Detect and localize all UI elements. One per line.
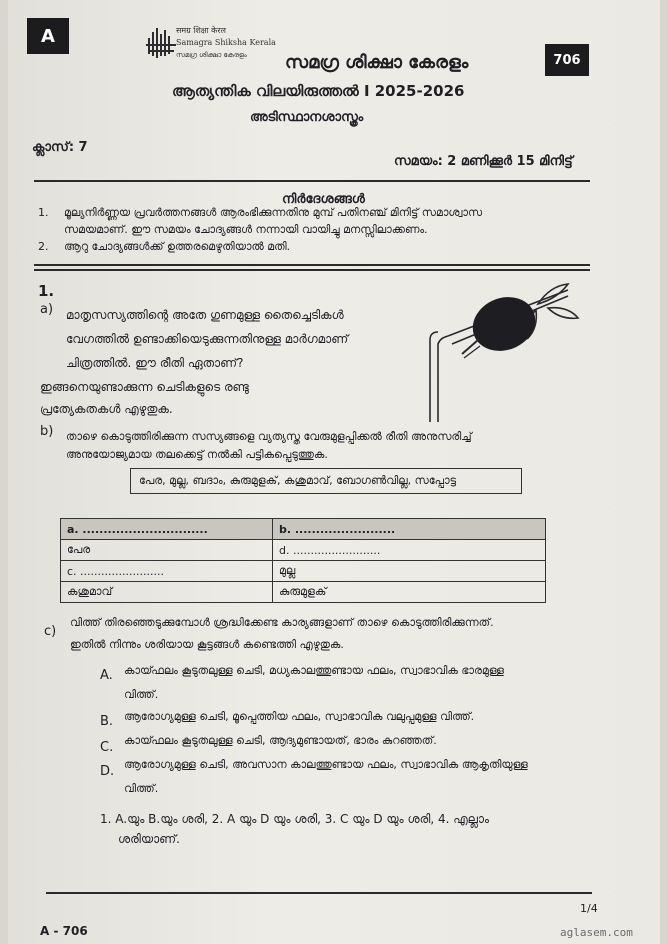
class-label: ക്ലാസ്: 7 bbox=[32, 140, 88, 155]
table-row bbox=[61, 582, 546, 603]
option-d-line1: ആരോഗ്യമുള്ള ചെടി, അവസാന കാലത്തുണ്ടായ ഫലം, സ്വാഭാവിക ആകൃതിയുള്ള bbox=[124, 758, 528, 771]
table-cell: കുരുമുളക് bbox=[273, 582, 546, 603]
question-code-badge: 706 bbox=[545, 44, 589, 76]
q1b-line1: താഴെ കൊടുത്തിരിക്കുന്ന സസ്യങ്ങളെ വ്യത്യസ്ത വേരുമുളപ്പിക്കൽ രീതി അനുസരിച്ച് bbox=[66, 430, 472, 443]
logo-mark-icon bbox=[146, 24, 178, 64]
option-d-letter: D. bbox=[100, 764, 115, 779]
option-c-line1: കായ്ഫലം കൂടുതലുള്ള ചെടി, ആദ്യമുണ്ടായത്, ഭാരം കുറഞ്ഞത്. bbox=[124, 734, 437, 747]
table-cell: പേര bbox=[61, 540, 273, 561]
option-a-letter: A. bbox=[100, 668, 113, 683]
instruction-1-line2: സമയമാണ്. ഈ സമയം ചോദ്യങ്ങൾ നന്നായി വായിച്ചു മനസ്സിലാക്കണം. bbox=[64, 223, 428, 236]
exam-title: ആത്യന്തിക വിലയിരുത്തൽ I 2025-2026 bbox=[172, 82, 465, 100]
q1a-sub-line2: പ്രത്യേകതകൾ എഴുതുക. bbox=[40, 402, 173, 416]
instructions-heading: നിർദേശങ്ങൾ bbox=[282, 192, 365, 207]
q1a-label: a) bbox=[40, 302, 54, 317]
instructions-divider-bottom bbox=[34, 269, 590, 271]
instruction-2-number: 2. bbox=[38, 240, 49, 253]
table-cell: മുല്ല bbox=[273, 561, 546, 582]
option-a-line1: കായ്ഫലം കൂടുതലുള്ള ചെടി, മധ്യകാലത്തുണ്ടായ ഫലം, സ്വാഭാവിക ഭാരമുള്ള bbox=[124, 664, 504, 677]
table-cell: d. ......................... bbox=[273, 540, 546, 561]
header-divider bbox=[34, 180, 590, 182]
option-c-letter: C. bbox=[100, 740, 114, 755]
table-cell: കശുമാവ് bbox=[61, 582, 273, 603]
footer-divider bbox=[46, 892, 592, 894]
instruction-2-line1: ആറു ചോദ്യങ്ങൾക്ക് ഉത്തരമെഴുതിയാൽ മതി. bbox=[64, 240, 291, 253]
answer-choices-line2: ശരിയാണ്. bbox=[118, 832, 180, 846]
q1c-line2: ഇതിൽ നിന്നും ശരിയായ കൂട്ടങ്ങൾ കണ്ടെത്തി എഴുതുക. bbox=[70, 638, 344, 651]
instructions-divider-top bbox=[34, 264, 590, 266]
option-d-line2: വിത്ത്. bbox=[124, 782, 159, 795]
q1a-line3: ചിത്രത്തിൽ. ഈ രീതി ഏതാണ്? bbox=[66, 356, 244, 370]
plant-list-box: പേര, മുല്ല, ബദാം, കുരുമുളക്, കശുമാവ്, ബോഗൺവില്ല, സപ്പോട്ട bbox=[130, 468, 522, 494]
option-a-line2: വിത്ത്. bbox=[124, 688, 159, 701]
instruction-1-number: 1. bbox=[38, 206, 49, 219]
table-row bbox=[61, 561, 546, 582]
watermark: aglasem.com bbox=[560, 926, 633, 939]
logo-text-malayalam: സമഗ്ര ശിക്ഷാ കേരളം bbox=[176, 51, 247, 59]
option-b-letter: B. bbox=[100, 714, 114, 729]
q1c-line1: വിത്ത് തിരഞ്ഞെടുക്കുമ്പോൾ ശ്രദ്ധിക്കേണ്ട കാര്യങ്ങളാണ് താഴെ കൊടുത്തിരിക്കുന്നത്. bbox=[70, 616, 494, 629]
org-name: സമഗ്ര ശിക്ഷാ കേരളം bbox=[285, 52, 469, 73]
q1b-label: b) bbox=[40, 424, 54, 439]
air-layering-illustration-icon bbox=[418, 282, 588, 422]
q1a-sub-line1: ഇങ്ങനെയുണ്ടാക്കുന്ന ചെടികളുടെ രണ്ടു bbox=[40, 380, 249, 394]
classification-table bbox=[60, 518, 546, 603]
q1b-line2: അനുയോജ്യമായ തലക്കെട്ട് നൽകി പട്ടികപ്പെടുത്തുക. bbox=[66, 448, 328, 461]
page-number: 1/4 bbox=[580, 902, 598, 915]
q1c-label: c) bbox=[44, 624, 57, 639]
table-cell: a. .............................. bbox=[61, 519, 273, 540]
question-1-number: 1. bbox=[38, 282, 55, 300]
subject-title: അടിസ്ഥാനശാസ്ത്രം bbox=[250, 110, 364, 125]
table-cell: b. ........................ bbox=[273, 519, 546, 540]
q1a-line2: വേഗത്തിൽ ഉണ്ടാക്കിയെടുക്കുന്നതിനുള്ള മാർഗമാണ് bbox=[66, 332, 349, 346]
footer-code: A - 706 bbox=[40, 924, 88, 938]
table-row bbox=[61, 540, 546, 561]
set-code-badge: A bbox=[27, 18, 69, 54]
instruction-1-line1: മൂല്യനിർണ്ണയ പ്രവർത്തനങ്ങൾ ആരംഭിക്കുന്നതിനു മുമ്പ് പതിനഞ്ച് മിനിട്ട് സമാശ്വാസ bbox=[64, 206, 483, 219]
answer-choices-line1: 1. A.യും B.യും ശരി, 2. A യും D യും ശരി, 3. C യും D യും ശരി, 4. എല്ലാം bbox=[100, 812, 490, 826]
table-cell: c. ........................ bbox=[61, 561, 273, 582]
logo-text-english: Samagra Shiksha Kerala bbox=[176, 38, 276, 47]
q1a-line1: മാതൃസസ്യത്തിന്റെ അതേ ഗുണമുള്ള തൈച്ചെടികൾ bbox=[66, 308, 344, 322]
time-label: സമയം: 2 മണിക്കൂർ 15 മിനിട്ട് bbox=[394, 154, 573, 169]
logo-text-hindi: समग्र शिक्षा केरल bbox=[176, 26, 226, 35]
table-row bbox=[61, 519, 546, 540]
option-b-line1: ആരോഗ്യമുള്ള ചെടി, മൂപ്പെത്തിയ ഫലം, സ്വാഭാവിക വലുപ്പമുള്ള വിത്ത്. bbox=[124, 710, 475, 723]
